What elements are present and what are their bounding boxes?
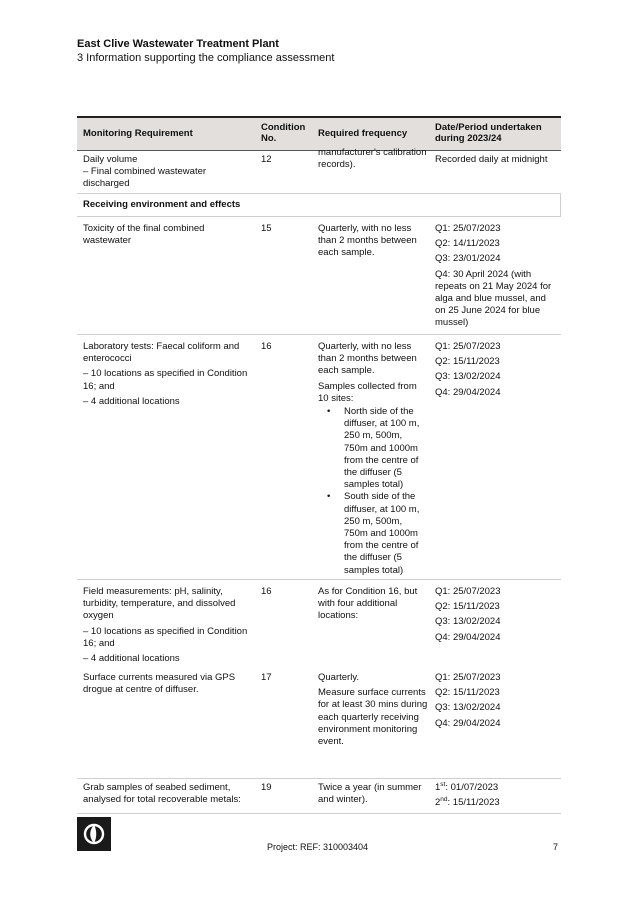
requirement-text: Daily volume	[83, 154, 138, 165]
site-text: North side of the diffuser, at 100 m, 250 m, 500m, 750m and 1000m from the centre of the diffuser (5 samples total)	[344, 406, 420, 491]
col-header-frequency: Required frequency	[318, 128, 408, 139]
date-text: Q1: 25/07/2023	[435, 223, 501, 234]
requirement-cell	[83, 782, 248, 806]
requirement-text: – 10 locations as specified in Condition 16; and	[83, 368, 248, 392]
date-cell	[435, 341, 559, 399]
col-header-date: Date/Period undertaken during 2023/24	[435, 122, 542, 144]
requirement-text: Grab samples of seabed sediment, analysed for total recoverable metals:	[83, 782, 241, 806]
section-label: Receiving environment and effects	[83, 199, 241, 210]
condition-cell: 16	[261, 341, 272, 352]
list-item	[318, 491, 428, 576]
date-ordinal: 1	[435, 782, 441, 793]
condition-cell: 16	[261, 586, 272, 597]
table-row	[77, 147, 561, 194]
requirement-text: – 4 additional locations	[83, 653, 180, 665]
date-text: Q1: 25/07/2023	[435, 586, 501, 597]
section-row	[77, 194, 561, 217]
requirement-cell	[83, 223, 248, 247]
requirement-text: Surface currents measured via GPS drogue at centre of diffuser.	[83, 672, 236, 696]
frequency-text: Quarterly, with no less than 2 months between each sample.	[318, 341, 417, 377]
requirement-cell	[83, 586, 248, 665]
date-text: Q3: 23/01/2024	[435, 253, 501, 265]
date-text	[435, 797, 559, 809]
frequency-text: Measure surface currents for at least 30 mins during each quarterly receiving environment monitoring event.	[318, 687, 428, 748]
ordinal-suffix: st	[440, 780, 446, 788]
requirement-text: – 4 additional locations	[83, 395, 180, 407]
date-cell	[435, 223, 559, 330]
date-cell	[435, 586, 559, 644]
frequency-text: manufacturer's calibration records).	[318, 147, 427, 171]
date-text: Q4: 30 April 2024 (with repeats on 21 May 2024 for alga and blue mussel, and on 25 June 2024 for blue mussel)	[435, 268, 552, 329]
date-text	[435, 782, 559, 794]
frequency-cell	[318, 782, 428, 806]
requirement-text: Toxicity of the final combined wastewater	[83, 223, 205, 247]
table-row	[77, 217, 561, 335]
date-text: Q2: 15/11/2023	[435, 601, 500, 613]
site-list	[318, 406, 428, 577]
condition-cell: 19	[261, 782, 272, 793]
project-reference: Project: REF: 310003404	[267, 842, 369, 852]
site-text: South side of the diffuser, at 100 m, 250 m, 500m, 750m and 1000m from the centre of the diffuser (5 samples total)	[344, 491, 420, 576]
date-ordinal: 2	[435, 797, 441, 809]
frequency-cell	[318, 223, 428, 260]
frequency-cell	[318, 147, 428, 171]
requirement-cell	[83, 341, 248, 408]
condition-cell: 17	[261, 672, 272, 683]
date-text: Q4: 29/04/2024	[435, 717, 501, 729]
requirement-cell	[83, 154, 248, 191]
monitoring-table	[77, 116, 561, 814]
company-logo	[77, 817, 111, 851]
table-header	[77, 116, 561, 151]
frequency-text: Quarterly.	[318, 672, 360, 683]
date-text: Q3: 13/02/2024	[435, 616, 501, 628]
date-text: Q3: 13/02/2024	[435, 702, 501, 714]
section-subtitle: 3 Information supporting the compliance assessment	[77, 52, 335, 64]
frequency-cell	[318, 672, 428, 748]
frequency-text: Samples collected from 10 sites:	[318, 380, 417, 404]
ordinal-suffix: nd	[440, 796, 448, 804]
date-value: : 01/07/2023	[445, 782, 499, 793]
date-text: Q2: 14/11/2023	[435, 238, 500, 250]
frequency-cell	[318, 341, 428, 577]
col-header-condition: Condition No.	[261, 122, 306, 144]
logo-icon	[77, 817, 111, 851]
date-cell	[435, 154, 559, 166]
page-number: 7	[553, 842, 559, 852]
date-text: Q4: 29/04/2024	[435, 386, 501, 398]
condition-cell: 15	[261, 223, 272, 234]
date-text: Q3: 13/02/2024	[435, 371, 501, 383]
date-text: Recorded daily at midnight	[435, 154, 548, 165]
date-text: Q4: 29/04/2024	[435, 631, 501, 643]
date-text: Q1: 25/07/2023	[435, 341, 501, 352]
table-row	[77, 580, 561, 779]
date-value: : 15/11/2023	[447, 797, 500, 809]
list-item	[318, 406, 428, 491]
bullet-icon: •	[327, 491, 331, 503]
document-title: East Clive Wastewater Treatment Plant	[77, 38, 279, 50]
requirement-text: Field measurements: pH, salinity, turbidity, temperature, and dissolved oxygen	[83, 586, 236, 622]
date-cell	[435, 672, 559, 730]
frequency-text: Quarterly, with no less than 2 months between each sample.	[318, 223, 417, 259]
date-text: Q2: 15/11/2023	[435, 356, 500, 368]
frequency-text: As for Condition 16, but with four additional locations:	[318, 586, 418, 622]
date-text: Q2: 15/11/2023	[435, 687, 500, 699]
requirement-text: Laboratory tests: Faecal coliform and enterococci	[83, 341, 240, 365]
table-row	[77, 335, 561, 580]
date-cell	[435, 782, 559, 809]
date-text: Q1: 25/07/2023	[435, 672, 501, 683]
condition-cell: 12	[261, 154, 272, 165]
table-row	[77, 779, 561, 814]
frequency-cell	[318, 586, 428, 623]
col-header-requirement: Monitoring Requirement	[83, 128, 193, 139]
frequency-text: Twice a year (in summer and winter).	[318, 782, 422, 806]
requirement-cell	[83, 672, 248, 696]
requirement-text: – Final combined wastewater discharged	[83, 166, 207, 190]
requirement-text: – 10 locations as specified in Condition 16; and	[83, 625, 248, 649]
bullet-icon: •	[327, 406, 331, 418]
